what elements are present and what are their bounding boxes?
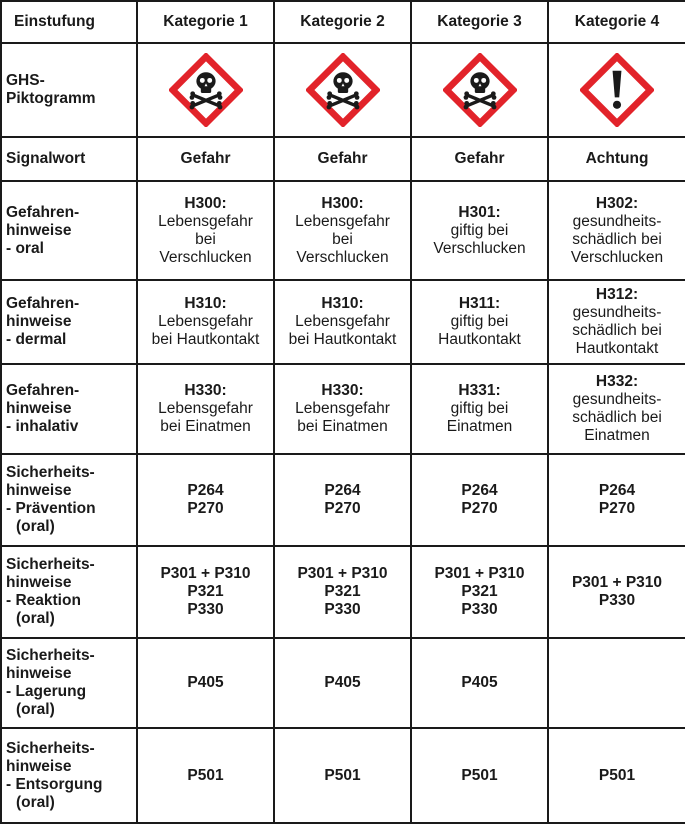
lagerung-cell-k3 — [411, 638, 548, 728]
dermal-cell-k1 — [137, 280, 274, 364]
hazard-text: Verschlucken — [296, 248, 389, 266]
reaktion-cell-k4 — [548, 546, 685, 638]
hazard-code: H301: — [458, 203, 501, 221]
row-label-inhalativ — [1, 364, 137, 454]
lagerung-cell-k2 — [274, 638, 411, 728]
p-code: P264 — [461, 482, 498, 499]
header-kategorie-2: Kategorie 2 — [274, 1, 411, 43]
p-code: P270 — [324, 500, 361, 517]
hazard-code: H332: — [595, 373, 639, 390]
entsorgung-cell-k2 — [274, 728, 411, 823]
row-oral — [1, 181, 685, 280]
header-einstufung: Einstufung — [1, 1, 137, 43]
row-label-line: hinweise — [6, 665, 72, 682]
hazard-text: Lebensgefahr — [295, 400, 390, 417]
praevention-cell-k1 — [137, 454, 274, 546]
dermal-cell-k3 — [411, 280, 548, 364]
header-kategorie-3: Kategorie 3 — [411, 1, 548, 43]
p-code: P321 — [187, 583, 224, 600]
row-entsorgung — [1, 728, 685, 823]
skull-crossbones-icon — [169, 53, 243, 127]
row-label-line: Sicherheits- — [6, 647, 95, 664]
p-code: P330 — [598, 592, 636, 609]
skull-crossbones-icon — [306, 53, 380, 127]
row-label-line: hinweise — [6, 757, 72, 775]
header-kategorie-1: Kategorie 1 — [137, 1, 274, 43]
row-label-line: (oral) — [16, 701, 55, 718]
row-reaktion — [1, 546, 685, 638]
hazard-text: Lebensgefahr — [158, 212, 253, 230]
oral-cell-k4 — [548, 181, 685, 280]
pictogram-cell-k2 — [274, 43, 411, 137]
hazard-text: Hautkontakt — [575, 340, 659, 357]
p-code: P301 + P310 — [297, 565, 388, 582]
hazard-text: schädlich bei — [572, 322, 662, 339]
row-lagerung — [1, 638, 685, 728]
row-label-praevention — [1, 454, 137, 546]
p-code: P270 — [598, 500, 636, 517]
exclamation-mark-icon — [580, 53, 654, 127]
p-code: P330 — [187, 601, 224, 618]
hazard-text: schädlich bei — [572, 230, 662, 248]
p-code: P330 — [324, 601, 361, 618]
entsorgung-cell-k1 — [137, 728, 274, 823]
row-label-pictogram — [1, 43, 137, 137]
hazard-text: Lebensgefahr — [295, 212, 390, 230]
row-pictogram — [1, 43, 685, 137]
row-label-line: hinweise — [6, 574, 72, 591]
pictogram-cell-k4 — [548, 43, 685, 137]
row-praevention — [1, 454, 685, 546]
row-label-reaktion — [1, 546, 137, 638]
praevention-cell-k3 — [411, 454, 548, 546]
hazard-text: bei — [195, 230, 216, 248]
hazard-code: H331: — [458, 382, 501, 399]
row-label-line: Gefahren- — [6, 295, 80, 312]
row-label-dermal — [1, 280, 137, 364]
row-label-line: (oral) — [16, 610, 55, 627]
hazard-text: bei Einatmen — [297, 418, 388, 435]
row-label-line: - dermal — [6, 331, 67, 348]
row-label-line: (oral) — [16, 793, 55, 811]
row-label-line: (oral) — [16, 518, 55, 535]
p-code: P301 + P310 — [160, 565, 251, 582]
hazard-text: Hautkontakt — [438, 331, 521, 348]
p-code: P501 — [461, 766, 498, 784]
hazard-text: Lebensgefahr — [158, 313, 253, 330]
row-label-line: Sicherheits- — [6, 556, 95, 573]
row-label-line: - Reaktion — [6, 592, 81, 609]
hazard-code: H330: — [184, 382, 227, 399]
header-kategorie-4: Kategorie 4 — [548, 1, 685, 43]
row-label-lagerung — [1, 638, 137, 728]
hazard-code: H310: — [184, 295, 227, 312]
p-code: P270 — [461, 500, 498, 517]
hazard-code: H312: — [595, 286, 639, 303]
row-dermal — [1, 280, 685, 364]
hazard-text: bei Hautkontakt — [288, 331, 397, 348]
row-label-line: hinweise — [6, 482, 72, 499]
pictogram-cell-k1 — [137, 43, 274, 137]
hazard-text: Einatmen — [584, 427, 650, 444]
hazard-text: bei Einatmen — [160, 418, 251, 435]
oral-cell-k1 — [137, 181, 274, 280]
hazard-text: schädlich bei — [572, 409, 662, 426]
row-label-line: Sicherheits- — [6, 739, 95, 757]
hazard-text: giftig bei — [450, 221, 509, 239]
entsorgung-cell-k4 — [548, 728, 685, 823]
hazard-text: Lebensgefahr — [295, 313, 390, 330]
row-label-signalwort: Signalwort — [1, 137, 137, 181]
reaktion-cell-k1 — [137, 546, 274, 638]
hazard-code: H300: — [184, 194, 227, 212]
hazard-text: Lebensgefahr — [158, 400, 253, 417]
pictogram-cell-k3 — [411, 43, 548, 137]
row-label-line: Sicherheits- — [6, 464, 95, 481]
praevention-cell-k2 — [274, 454, 411, 546]
row-label-entsorgung — [1, 728, 137, 823]
p-code: P264 — [324, 482, 361, 499]
p-code: P501 — [598, 766, 636, 784]
signalwort-cell-k3: Gefahr — [411, 137, 548, 181]
inhalativ-cell-k3 — [411, 364, 548, 454]
hazard-code: H302: — [595, 194, 639, 212]
row-inhalativ — [1, 364, 685, 454]
row-label-oral — [1, 181, 137, 280]
hazard-text: giftig bei — [450, 400, 509, 417]
praevention-cell-k4 — [548, 454, 685, 546]
reaktion-cell-k3 — [411, 546, 548, 638]
hazard-text: Verschlucken — [159, 248, 252, 266]
lagerung-cell-k1 — [137, 638, 274, 728]
signalwort-cell-k1: Gefahr — [137, 137, 274, 181]
header-row — [1, 1, 685, 43]
p-code: P501 — [187, 766, 224, 784]
inhalativ-cell-k1 — [137, 364, 274, 454]
row-label-line: - oral — [6, 239, 44, 257]
hazard-text: bei Hautkontakt — [151, 331, 260, 348]
row-label-line: - Prävention — [6, 500, 96, 517]
hazard-code: H300: — [321, 194, 364, 212]
row-label-line: - Lagerung — [6, 683, 87, 700]
row-signalwort — [1, 137, 685, 181]
hazard-code: H310: — [321, 295, 364, 312]
row-label-line: hinweise — [6, 313, 72, 330]
p-code: P501 — [324, 766, 361, 784]
p-code: P321 — [324, 583, 361, 600]
p-code: P301 + P310 — [571, 574, 663, 591]
hazard-text: gesundheits- — [572, 212, 662, 230]
hazard-text: bei — [332, 230, 353, 248]
reaktion-cell-k2 — [274, 546, 411, 638]
signalwort-cell-k2: Gefahr — [274, 137, 411, 181]
inhalativ-cell-k4 — [548, 364, 685, 454]
p-code: P270 — [187, 500, 224, 517]
p-code: P330 — [461, 601, 498, 618]
dermal-cell-k2 — [274, 280, 411, 364]
hazard-text: gesundheits- — [572, 304, 662, 321]
hazard-text: Verschlucken — [433, 239, 526, 257]
skull-crossbones-icon — [443, 53, 517, 127]
row-label-line: hinweise — [6, 400, 72, 417]
row-label-line: Gefahren- — [6, 203, 80, 221]
hazard-code: H330: — [321, 382, 364, 399]
oral-cell-k2 — [274, 181, 411, 280]
row-label-line: GHS- — [6, 72, 45, 89]
hazard-code: H311: — [458, 295, 501, 312]
p-code: P264 — [598, 482, 636, 499]
dermal-cell-k4 — [548, 280, 685, 364]
entsorgung-cell-k3 — [411, 728, 548, 823]
row-label-line: Gefahren- — [6, 382, 80, 399]
row-label-line: hinweise — [6, 221, 72, 239]
row-label-line: - inhalativ — [6, 418, 79, 435]
p-code: P405 — [324, 674, 361, 691]
hazard-text: gesundheits- — [572, 391, 662, 408]
p-code: P301 + P310 — [434, 565, 525, 582]
hazard-text: giftig bei — [450, 313, 509, 330]
p-code: P405 — [461, 674, 498, 691]
lagerung-cell-k4 — [548, 638, 685, 728]
p-code: P264 — [187, 482, 224, 499]
inhalativ-cell-k2 — [274, 364, 411, 454]
hazard-text: Einatmen — [446, 418, 513, 435]
oral-cell-k3 — [411, 181, 548, 280]
p-code: P405 — [187, 674, 224, 691]
row-label-line: - Entsorgung — [6, 775, 103, 793]
hazard-text: Verschlucken — [570, 248, 664, 266]
p-code: P321 — [461, 583, 498, 600]
signalwort-cell-k4: Achtung — [548, 137, 685, 181]
row-label-line: Piktogramm — [6, 90, 96, 107]
